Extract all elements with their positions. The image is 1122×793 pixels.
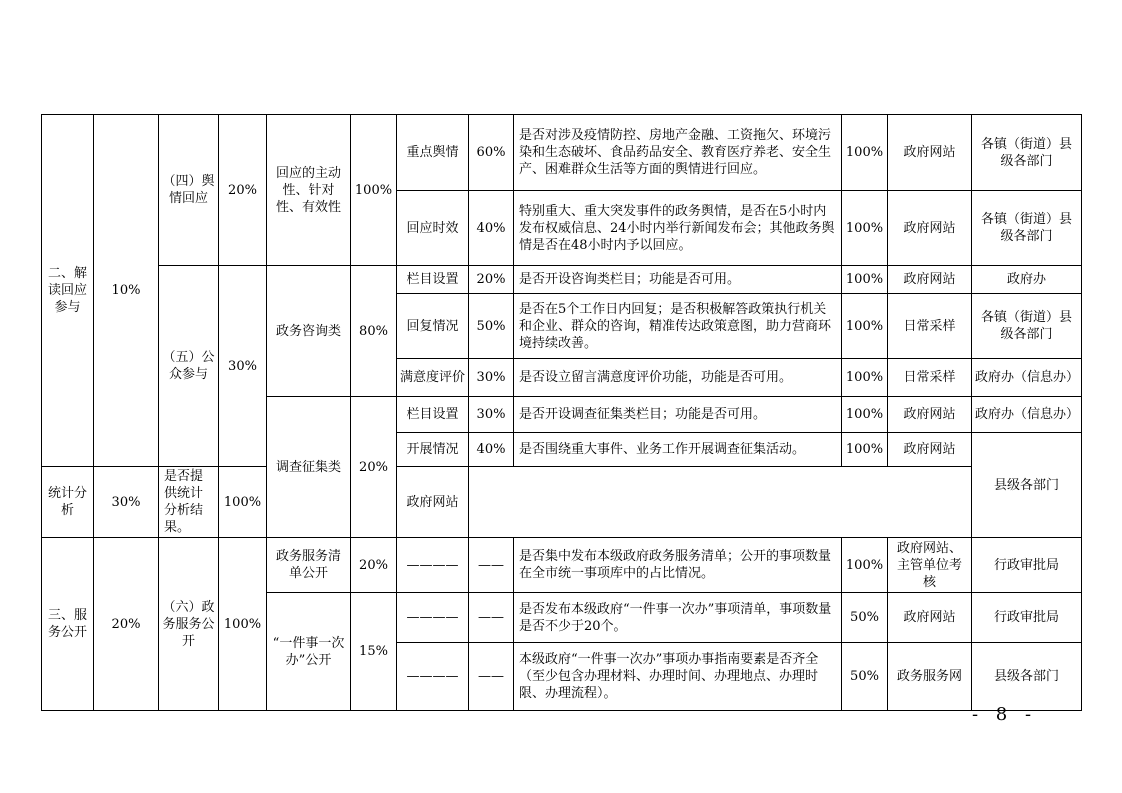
item-weight: 20% xyxy=(469,266,514,294)
item-name: 栏目设置 xyxy=(397,397,469,433)
category-label: 三、服务公开 xyxy=(42,538,94,711)
category-weight: 10% xyxy=(94,115,159,467)
item-description: 是否提供统计分析结果。 xyxy=(159,467,219,538)
item-description: 是否围绕重大事件、业务工作开展调查征集活动。 xyxy=(514,433,842,467)
table-row xyxy=(42,115,1082,191)
indicator-weight: 20% xyxy=(351,538,397,593)
category-label: 二、解读回应参与 xyxy=(42,115,94,467)
item-unit: 政府办（信息办） xyxy=(972,397,1082,433)
item-name: 栏目设置 xyxy=(397,266,469,294)
item-score: 100% xyxy=(842,397,888,433)
item-score: 100% xyxy=(842,538,888,593)
item-name: 统计分析 xyxy=(42,467,94,538)
indicator-weight: 80% xyxy=(351,266,397,397)
item-source: 政府网站 xyxy=(397,467,469,538)
item-name: ———— xyxy=(397,643,469,711)
item-name: ———— xyxy=(397,538,469,593)
item-unit: 各镇（街道）县级各部门 xyxy=(972,191,1082,266)
evaluation-table xyxy=(41,114,1082,711)
item-unit: 行政审批局 xyxy=(972,538,1082,593)
item-unit: 行政审批局 xyxy=(972,593,1082,643)
item-source: 政府网站 xyxy=(888,191,972,266)
indicator-weight: 20% xyxy=(351,397,397,538)
indicator-label: “一件事一次办”公开 xyxy=(267,593,351,711)
item-source: 日常采样 xyxy=(888,359,972,397)
item-description: 是否开设调查征集类栏目；功能是否可用。 xyxy=(514,397,842,433)
item-description: 特别重大、重大突发事件的政务舆情，是否在5小时内发布权威信息、24小时内举行新闻发布会；其他政务舆情是否在48小时内予以回应。 xyxy=(514,191,842,266)
table-row xyxy=(42,538,1082,593)
table-row xyxy=(42,266,1082,294)
item-source: 政府网站 xyxy=(888,115,972,191)
item-description: 是否发布本级政府“一件事一次办”事项清单，事项数量是否不少于20个。 xyxy=(514,593,842,643)
category-weight: 20% xyxy=(94,538,159,711)
item-weight: 50% xyxy=(469,294,514,359)
item-unit: 各镇（街道）县级各部门 xyxy=(972,115,1082,191)
item-source: 日常采样 xyxy=(888,294,972,359)
item-source: 政府网站 xyxy=(888,433,972,467)
item-description: 是否对涉及疫情防控、房地产金融、工资拖欠、环境污染和生态破坏、食品药品安全、教育医疗养老、安全生产、困难群众生活等方面的舆情进行回应。 xyxy=(514,115,842,191)
item-source: 政府网站 xyxy=(888,266,972,294)
item-name: 回应时效 xyxy=(397,191,469,266)
item-weight: 30% xyxy=(94,467,159,538)
item-name: ———— xyxy=(397,593,469,643)
item-name: 满意度评价 xyxy=(397,359,469,397)
item-description: 是否集中发布本级政府政务服务清单；公开的事项数量在全市统一事项库中的占比情况。 xyxy=(514,538,842,593)
subcategory-weight: 30% xyxy=(219,266,267,467)
item-name: 开展情况 xyxy=(397,433,469,467)
subcategory-weight: 20% xyxy=(219,115,267,266)
item-description: 是否在5个工作日内回复；是否积极解答政策执行机关和企业、群众的咨询，精准传达政策意图，助力营商环境持续改善。 xyxy=(514,294,842,359)
item-score: 100% xyxy=(842,433,888,467)
item-score: 100% xyxy=(219,467,267,538)
item-description: 是否设立留言满意度评价功能，功能是否可用。 xyxy=(514,359,842,397)
item-score: 50% xyxy=(842,643,888,711)
item-unit: 县级各部门 xyxy=(972,433,1082,538)
item-score: 100% xyxy=(842,115,888,191)
item-unit: 县级各部门 xyxy=(972,643,1082,711)
indicator-label: 政务咨询类 xyxy=(267,266,351,397)
item-description: 本级政府“一件事一次办”事项办事指南要素是否齐全（至少包含办理材料、办理时间、办理地点、办理时限、办理流程）。 xyxy=(514,643,842,711)
indicator-label: 政务服务清单公开 xyxy=(267,538,351,593)
item-weight: 30% xyxy=(469,397,514,433)
item-weight: —— xyxy=(469,538,514,593)
subcategory-weight: 100% xyxy=(219,538,267,711)
item-weight: 60% xyxy=(469,115,514,191)
item-weight: 40% xyxy=(469,433,514,467)
item-weight: 40% xyxy=(469,191,514,266)
item-source: 政府网站 xyxy=(888,593,972,643)
item-name: 重点舆情 xyxy=(397,115,469,191)
item-source: 政务服务网 xyxy=(888,643,972,711)
indicator-label: 调查征集类 xyxy=(267,397,351,538)
item-unit: 各镇（街道）县级各部门 xyxy=(972,294,1082,359)
item-score: 100% xyxy=(842,266,888,294)
item-source: 政府网站、主管单位考核 xyxy=(888,538,972,593)
item-score: 50% xyxy=(842,593,888,643)
item-weight: —— xyxy=(469,643,514,711)
indicator-label: 回应的主动性、针对性、有效性 xyxy=(267,115,351,266)
table-row xyxy=(42,467,1082,538)
item-description: 是否开设咨询类栏目；功能是否可用。 xyxy=(514,266,842,294)
item-weight: 30% xyxy=(469,359,514,397)
item-score: 100% xyxy=(842,191,888,266)
page-number: - 8 - xyxy=(972,704,1038,725)
item-score: 100% xyxy=(842,294,888,359)
subcategory-label: （六）政务服务公开 xyxy=(159,538,219,711)
subcategory-label: （五）公众参与 xyxy=(159,266,219,467)
item-unit: 政府办 xyxy=(972,266,1082,294)
item-score: 100% xyxy=(842,359,888,397)
item-unit: 政府办（信息办） xyxy=(972,359,1082,397)
item-name: 回复情况 xyxy=(397,294,469,359)
indicator-weight: 15% xyxy=(351,593,397,711)
item-source: 政府网站 xyxy=(888,397,972,433)
item-weight: —— xyxy=(469,593,514,643)
subcategory-label: （四）舆情回应 xyxy=(159,115,219,266)
indicator-weight: 100% xyxy=(351,115,397,266)
